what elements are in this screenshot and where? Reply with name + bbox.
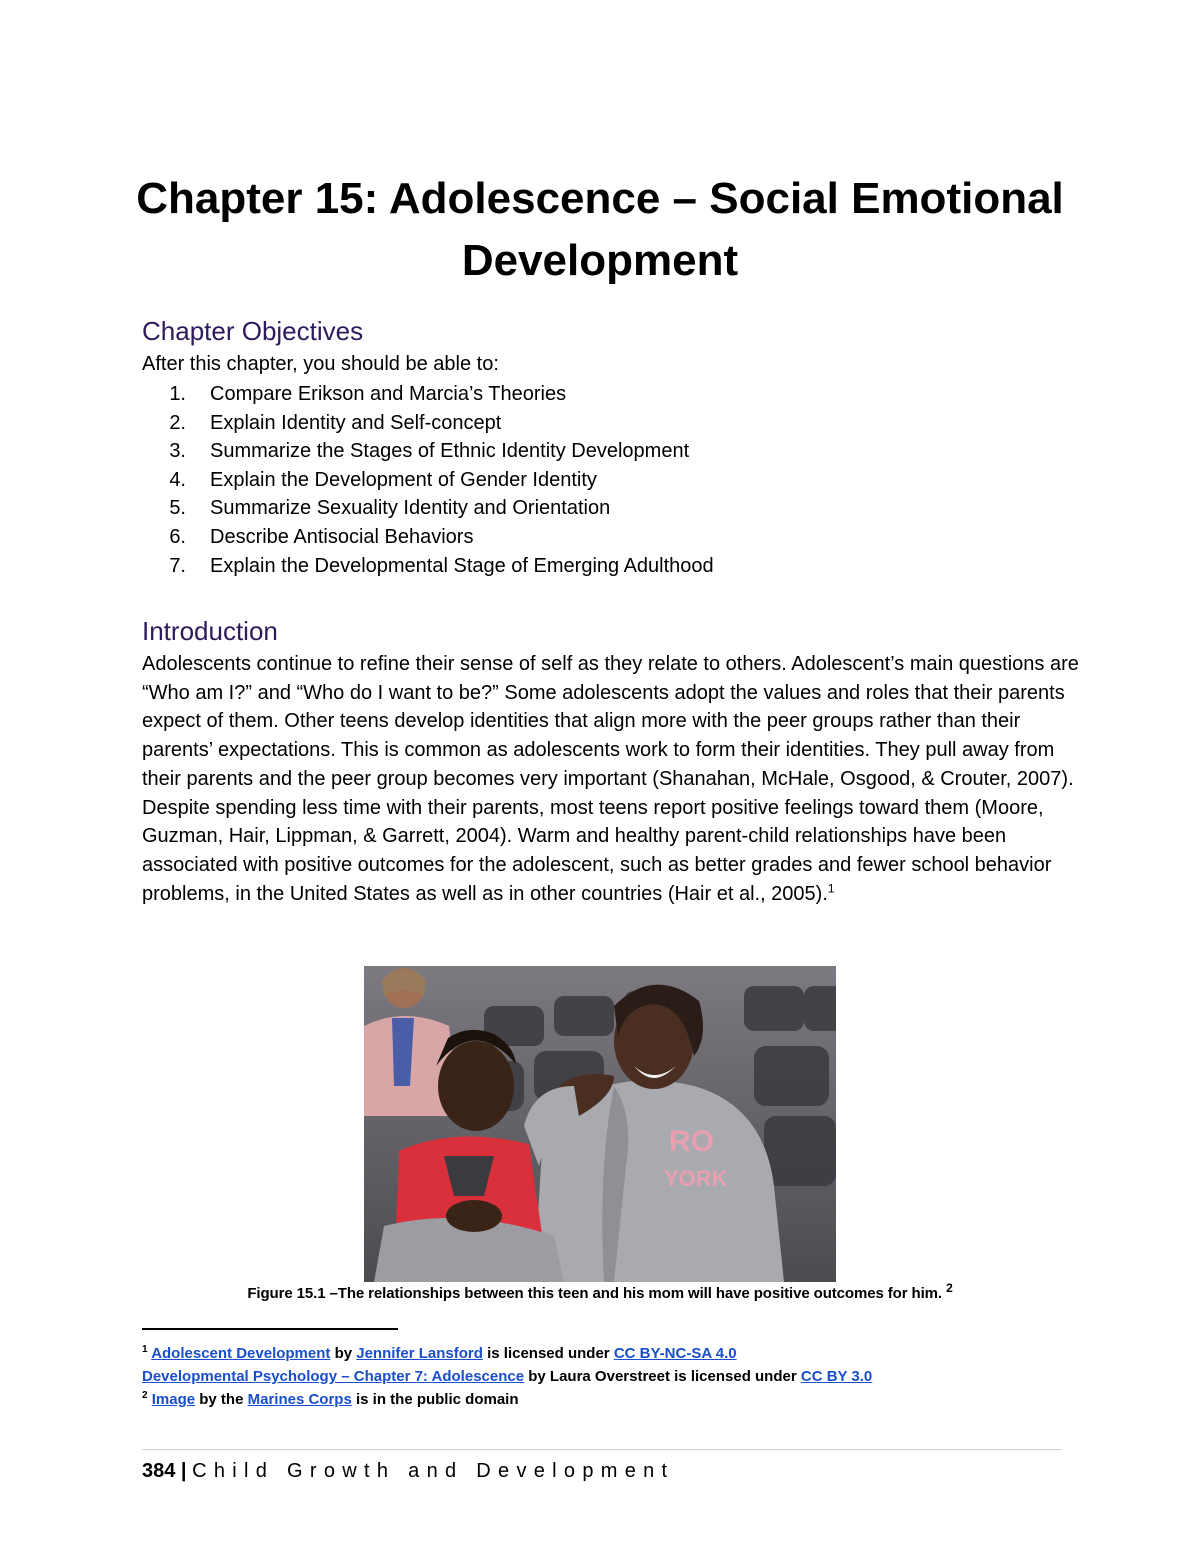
objective-item: 6. Describe Antisocial Behaviors [169,525,474,548]
link-marines-corps[interactable]: Marines Corps [247,1391,352,1408]
figure-photo [364,966,836,1282]
page-title: Chapter 15: Adolescence – Social Emotional Development [136,174,1064,285]
footnote-divider [142,1328,398,1330]
objectives-lead: After this chapter, you should be able to: [142,353,499,375]
page-number: 384 [142,1460,176,1482]
figure-caption: Figure 15.1 –The relationships between this teen and his mom will have positive outcomes for him. $^2$ [247,1281,953,1302]
objectives-list [142,380,714,580]
objectives-heading: Chapter Objectives [142,316,364,346]
introduction-paragraph: Adolescents continue to refine their sense of self as they relate to others. Adolescent’s main questions are “Who am I?” and “Who do I want to be?” Some adolescents adopt the values and roles that their parents expect of them. Other teens develop identities that align more with the peer groups rather than their parents’ expectations. This is common as adolescents work to form their identities. They pull away from their parents and the peer group becomes very important (Shanahan, McHale, Osgood, & Crouter, 2007). Despite spending less time with their parents, most teens report positive feelings toward them (Moore, Guzman, Hair, Lippman, & Garrett, 2004). Warm and healthy parent-child relationships have been associated with positive outcomes for the adolescent, such as better grades and fewer school behavior problems, in the United States as well as in other countries (Hair et al., 2005).$^1$ [142,653,1079,905]
link-adolescent-development[interactable]: Adolescent Development [151,1345,331,1362]
footnote-2: $^2$ Image by the Marines Corps is in the public domain [142,1390,519,1408]
objective-item: 2. Explain Identity and Self-concept [169,411,502,434]
introduction-heading: Introduction [142,616,278,646]
book-title: Child Growth and Development [192,1460,675,1482]
objective-item: 4. Explain the Development of Gender Identity [169,468,597,491]
objective-item: 3. Summarize the Stages of Ethnic Identity Development [169,440,690,463]
footer-divider [142,1449,1062,1450]
objective-item: 1. Compare Erikson and Marcia’s Theories [169,383,567,405]
objective-item: 5. Summarize Sexuality Identity and Orientation [169,497,611,520]
footnote-ref[interactable]: 2 [946,1281,953,1295]
objective-item: 7. Explain the Developmental Stage of Emerging Adulthood [169,554,714,577]
footnote-ref[interactable]: 1 [827,880,835,895]
link-image[interactable]: Image [151,1391,196,1408]
link-jennifer-lansford[interactable]: Jennifer Lansford [356,1345,483,1362]
footnote-1: $^1$ Adolescent Development by Jennifer Lansford is licensed under CC BY-NC-SA 4.0 [142,1344,737,1362]
link-cc-by-nc-sa[interactable]: CC BY-NC-SA 4.0 [613,1345,737,1362]
footnote-1b: Developmental Psychology – Chapter 7: Adolescence by Laura Overstreet is licensed under CC BY 3.0 [142,1368,873,1385]
link-cc-by[interactable]: CC BY 3.0 [800,1368,873,1385]
page-footer: 384 | Child Growth and Development [142,1460,675,1482]
shirt-print-2: YORK [664,1166,728,1191]
footnotes [142,1342,1102,1411]
shirt-print: RO [669,1125,714,1158]
link-developmental-psychology[interactable]: Developmental Psychology – Chapter 7: Adolescence [142,1368,525,1385]
